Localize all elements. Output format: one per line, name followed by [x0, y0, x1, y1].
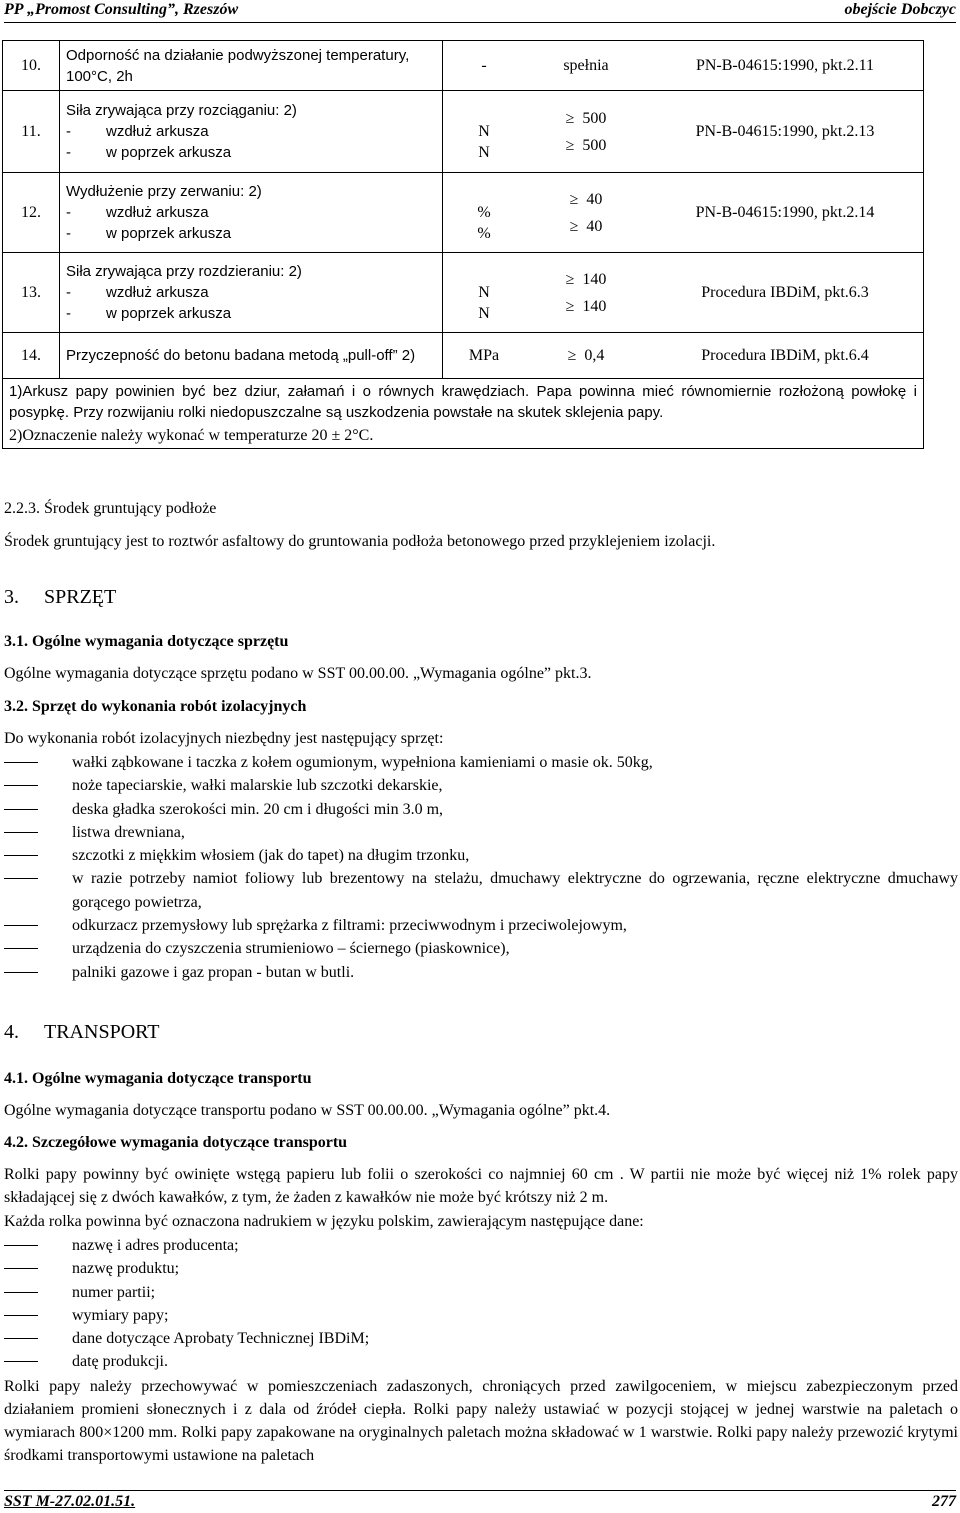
- list-item: deska gładka szerokości min. 20 cm i długości min 3.0 m,: [4, 798, 958, 821]
- section-4-2-heading: 4.2. Szczegółowe wymagania dotyczące transportu: [4, 1134, 348, 1151]
- row-number: 11.: [3, 91, 60, 173]
- section-title: SPRZĘT: [44, 586, 117, 608]
- row-value: [525, 173, 647, 253]
- row-title: Siła zrywająca przy rozciąganiu: 2): [66, 102, 297, 119]
- sub-label: wzdłuż arkusza: [106, 123, 209, 140]
- sub-value: ≥ 500: [531, 108, 641, 129]
- row-unit: [443, 173, 526, 253]
- sub-value: ≥ 140: [531, 296, 641, 317]
- section-4-2-paragraph-2: Każda rolka powinna być oznaczona nadrukiem w języku polskim, zawierającym następujące dane:: [4, 1213, 644, 1230]
- row-number: 12.: [3, 173, 60, 253]
- sub-item: [66, 142, 436, 163]
- sub-unit: %: [477, 204, 491, 221]
- section-3-heading: [4, 586, 958, 609]
- section-number: 3.: [4, 586, 19, 608]
- list-item: numer partii;: [4, 1281, 958, 1304]
- section-4-2-paragraph-1: Rolki papy powinny być owinięte wstęgą papieru lub folii o szerokości co najmniej 60 cm . W partii nie może być więcej niż 1% rolek papy składającej się z dwóch kawałków, z tym, że żaden z kawałków nie może być krótszy niż 2 m.: [4, 1166, 958, 1206]
- table-notes: [3, 379, 924, 449]
- section-2-2-3-text: Środek gruntujący jest to roztwór asfaltowy do gruntowania podłoża betonowego przed przyklejeniem izolacji.: [4, 533, 716, 550]
- sub-unit: N: [478, 144, 490, 161]
- sub-dash: -: [66, 305, 71, 322]
- sub-unit: N: [478, 123, 490, 140]
- row-description: Przyczepność do betonu badana metodą „pull-off” 2): [60, 333, 443, 379]
- sub-unit: %: [477, 225, 491, 242]
- sub-dash: -: [66, 123, 71, 140]
- row-description: [60, 91, 443, 173]
- sub-dash: -: [66, 204, 71, 221]
- row-norm: Procedura IBDiM, pkt.6.3: [647, 253, 924, 333]
- row-value: [525, 91, 647, 173]
- label-data-list: [4, 1234, 958, 1374]
- list-item: nazwę i adres producenta;: [4, 1234, 958, 1257]
- header-project: obejście Dobczyc: [844, 1, 956, 18]
- section-3-1-text: Ogólne wymagania dotyczące sprzętu podano w SST 00.00.00. „Wymagania ogólne” pkt.3.: [4, 665, 592, 682]
- list-item: palniki gazowe i gaz propan - butan w butli.: [4, 961, 958, 984]
- row-value: [525, 333, 647, 379]
- row-number: 13.: [3, 253, 60, 333]
- row-norm: PN-B-04615:1990, pkt.2.13: [647, 91, 924, 173]
- table-notes-row: [3, 379, 924, 449]
- equipment-list: [4, 751, 958, 984]
- list-item: wymiary papy;: [4, 1304, 958, 1327]
- sub-dash: -: [66, 144, 71, 161]
- sub-item: [66, 223, 436, 244]
- sub-unit: N: [478, 305, 490, 322]
- list-item: datę produkcji.: [4, 1350, 958, 1373]
- note-2: 2)Oznaczenie należy wykonać w temperaturze 20 ± 2°C.: [9, 427, 374, 444]
- page-footer: [4, 1490, 956, 1513]
- list-item: urządzenia do czyszczenia strumieniowo – ściernego (piaskownice),: [4, 937, 958, 960]
- row-value: [525, 253, 647, 333]
- row-unit: -: [443, 41, 526, 91]
- sub-value: ≥ 140: [531, 269, 641, 290]
- section-number: 4.: [4, 1021, 19, 1043]
- section-3-1-heading: 3.1. Ogólne wymagania dotyczące sprzętu: [4, 633, 289, 650]
- section-2-2-3-heading: 2.2.3. Środek gruntujący podłoże: [4, 500, 217, 517]
- sub-value: ≥ 500: [531, 135, 641, 156]
- row-norm: Procedura IBDiM, pkt.6.4: [647, 333, 924, 379]
- list-item: dane dotyczące Aprobaty Technicznej IBDiM;: [4, 1327, 958, 1350]
- row-description: [60, 253, 443, 333]
- sub-label: w poprzek arkusza: [106, 305, 232, 322]
- sub-dash: -: [66, 225, 71, 242]
- row-value: spełnia: [525, 41, 647, 91]
- row-description: [60, 173, 443, 253]
- page-number: 277: [932, 1493, 956, 1510]
- page-header: [4, 0, 956, 23]
- footer-spec-code: SST M-27.02.01.51.: [4, 1493, 136, 1510]
- row-unit: MPa: [443, 333, 526, 379]
- row-description: Odporność na działanie podwyższonej temperatury, 100°C, 2h: [60, 41, 443, 91]
- sub-label: w poprzek arkusza: [106, 225, 232, 242]
- section-4-1-text: Ogólne wymagania dotyczące transportu podano w SST 00.00.00. „Wymagania ogólne” pkt.4.: [4, 1102, 611, 1119]
- row-unit: [443, 253, 526, 333]
- list-item: wałki ząbkowane i taczka z kołem ogumionym, wypełniona kamieniami o masie ok. 50kg,: [4, 751, 958, 774]
- row-unit: [443, 91, 526, 173]
- row-norm: PN-B-04615:1990, pkt.2.14: [647, 173, 924, 253]
- note-1: 1)Arkusz papy powinien być bez dziur, załamań i o równych krawędziach. Papa powinna mieć równomiernie rozłożoną powłokę i posypkę. Przy rozwijaniu rolki niedopuszczalne są uszkodzenia powstałe na skutek sklejenia papy.: [9, 383, 917, 421]
- table-row: [3, 41, 924, 91]
- list-item: nazwę produktu;: [4, 1257, 958, 1280]
- table-row: [3, 91, 924, 173]
- section-title: TRANSPORT: [44, 1021, 160, 1043]
- list-item: szczotki z miękkim włosiem (jak do tapet) na długim trzonku,: [4, 844, 958, 867]
- sub-value: ≥ 40: [531, 189, 641, 210]
- section-4-1-heading: 4.1. Ogólne wymagania dotyczące transportu: [4, 1070, 312, 1087]
- table-row: [3, 333, 924, 379]
- sub-item: [66, 121, 436, 142]
- table-row: [3, 253, 924, 333]
- list-item: noże tapeciarskie, wałki malarskie lub szczotki dekarskie,: [4, 774, 958, 797]
- row-title: Wydłużenie przy zerwaniu: 2): [66, 183, 262, 200]
- sub-label: wzdłuż arkusza: [106, 204, 209, 221]
- header-company: PP „Promost Consulting”, Rzeszów: [4, 1, 239, 18]
- row-norm: PN-B-04615:1990, pkt.2.11: [647, 41, 924, 91]
- row-title: Siła zrywająca przy rozdzieraniu: 2): [66, 263, 302, 280]
- row-number: 10.: [3, 41, 60, 91]
- section-4-heading: [4, 1021, 958, 1044]
- sub-label: wzdłuż arkusza: [106, 284, 209, 301]
- value-text: ≥ 0,4: [568, 347, 605, 364]
- list-item: w razie potrzeby namiot foliowy lub brezentowy na stelażu, dmuchawy elektryczne do ogrzewania, ręczne elektryczne dmuchawy gorącego powietrza,: [4, 867, 958, 914]
- sub-item: [66, 202, 436, 223]
- requirements-table: [2, 40, 924, 449]
- sub-item: [66, 303, 436, 324]
- list-item: odkurzacz przemysłowy lub sprężarka z filtrami: przeciwwodnym i przeciwolejowym,: [4, 914, 958, 937]
- section-3-2-intro: Do wykonania robót izolacyjnych niezbędny jest następujący sprzęt:: [4, 730, 444, 747]
- sub-unit: N: [478, 284, 490, 301]
- section-3-2-heading: 3.2. Sprzęt do wykonania robót izolacyjnych: [4, 698, 307, 715]
- sub-label: w poprzek arkusza: [106, 144, 232, 161]
- sub-item: [66, 282, 436, 303]
- table-row: [3, 173, 924, 253]
- list-item: listwa drewniana,: [4, 821, 958, 844]
- section-4-2-paragraph-3: Rolki papy należy przechowywać w pomieszczeniach zadaszonych, chroniących przed zawilgoceniem, w miejscu zabezpieczonym przed działaniem promieni słonecznych i z dala od źródeł ciepła. Rolki papy należy ustawiać w pozycji stojącej w jednej warstwie na paletach o wymiarach 800×1200 mm. Rolki papy zapakowane na oryginalnych paletach można składować w 1 warstwie. Rolki papy należy przewozić krytymi środkami transportowymi ustawione na paletach: [4, 1378, 958, 1464]
- row-number: 14.: [3, 333, 60, 379]
- sub-value: ≥ 40: [531, 216, 641, 237]
- sub-dash: -: [66, 284, 71, 301]
